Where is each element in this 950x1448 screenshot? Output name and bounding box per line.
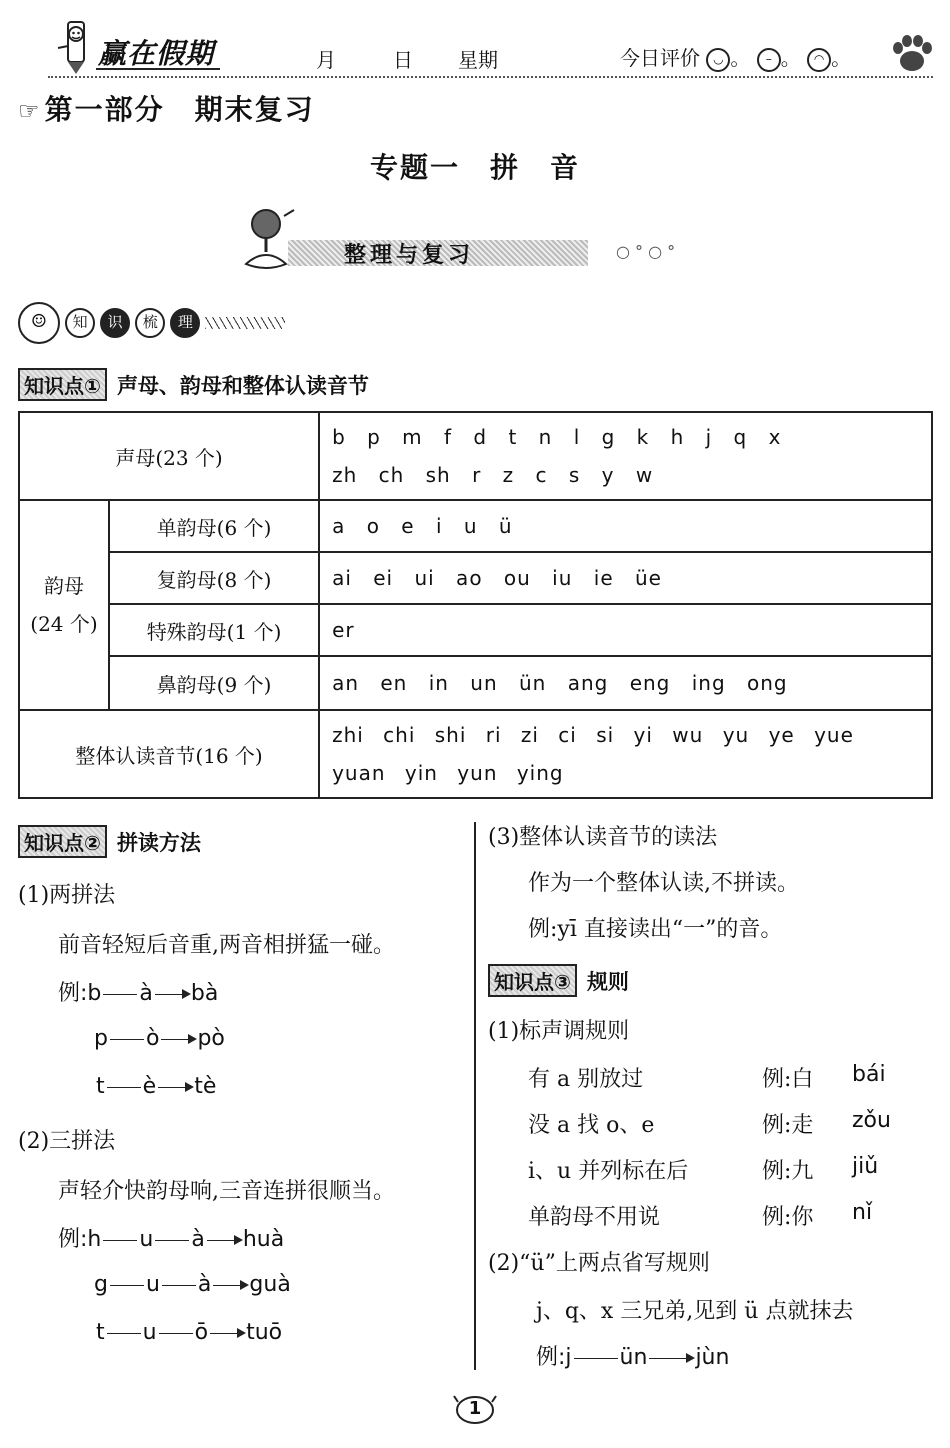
separator: 。 (831, 46, 852, 70)
evaluation-label: 今日评价 (620, 46, 700, 70)
topic-title: 专题一 拼 音 (369, 151, 580, 184)
whole-syllable-heading: (3)整体认读音节的读法 (488, 825, 718, 850)
column-divider (474, 822, 476, 1370)
table-row (19, 710, 932, 798)
tag-char: 理 (170, 308, 200, 338)
right-arrow-icon (207, 1240, 241, 1241)
kp2-label: 知识点② (18, 825, 107, 858)
tone-rule-example: 例:你 (762, 1205, 814, 1230)
sad-face-icon[interactable]: ◠ (807, 48, 831, 72)
connector-line (103, 994, 137, 995)
pinyin-table (18, 411, 933, 799)
tone-rule-example: 例:白 (762, 1067, 814, 1092)
header-weekday: 星期 (458, 48, 498, 72)
happy-face-icon[interactable]: ◡ (706, 48, 730, 72)
connector-line (103, 1240, 137, 1241)
example-part: t (96, 1074, 105, 1099)
zheng-line: yuan yin yun ying (332, 761, 564, 785)
example-part: g (94, 1272, 108, 1297)
tone-rule-example: 例:九 (762, 1159, 814, 1184)
example-part: t (96, 1320, 105, 1345)
part-title: 第一部分 期末复习 (44, 93, 315, 126)
example-part: ō (194, 1320, 209, 1345)
tone-rule: 单韵母不用说 (528, 1205, 661, 1230)
table-row (19, 500, 932, 552)
example-part: ò (145, 1026, 160, 1051)
table-row (19, 656, 932, 710)
kp1-title: 声母、韵母和整体认读音节 (116, 374, 369, 398)
te-label: 特殊韵母(1 个) (109, 604, 319, 656)
connector-line (162, 1285, 196, 1286)
u-dots-heading: (2)“ü”上两点省写规则 (488, 1251, 710, 1276)
shengmu-line: b p m f d t n l g k h j q x (332, 425, 782, 449)
three-spell-example (94, 1272, 291, 1297)
two-spell-example (94, 1026, 225, 1051)
example-part: u (145, 1272, 160, 1297)
connector-line (155, 1240, 189, 1241)
zheng-label: 整体认读音节(16 个) (19, 710, 319, 798)
separator: 。 (780, 46, 801, 70)
header-month: 月 (316, 48, 336, 72)
part-title-row (18, 88, 315, 128)
tone-rule-pinyin: nǐ (852, 1200, 873, 1225)
knowledge-summary-tag (18, 302, 285, 342)
connector-line (574, 1358, 618, 1359)
example-result: bà (190, 981, 219, 1006)
connector-line (107, 1087, 141, 1088)
tone-rule: 没 a 找 o、e (528, 1113, 655, 1138)
example-prefix: 例: (536, 1345, 566, 1370)
banner-title: 整理与复习 (344, 243, 475, 268)
girl-avatar-icon: ☺ (18, 302, 60, 344)
example-result: tè (194, 1074, 217, 1099)
tone-rule-pinyin: zǒu (852, 1108, 891, 1133)
connector-line (110, 1285, 144, 1286)
review-banner (236, 206, 716, 274)
example-part: h (87, 1227, 102, 1252)
u-dots-rule: j、q、x 三兄弟,见到 ü 点就抹去 (536, 1299, 854, 1324)
bi-value: an en in un ün ang eng ing ong (319, 656, 932, 710)
example-result: pò (197, 1026, 225, 1051)
tone-rule: 有 a 别放过 (528, 1067, 644, 1092)
table-row (19, 412, 932, 500)
tone-rule-heading: (1)标声调规则 (488, 1019, 630, 1044)
tone-rule-pinyin: bái (852, 1062, 886, 1087)
table-row (19, 604, 932, 656)
page-number: 1 (468, 1398, 482, 1419)
example-result: jùn (695, 1345, 730, 1370)
two-spell-rule: 前音轻短后音重,两音相拼猛一碰。 (58, 933, 395, 958)
kp2-title: 拼读方法 (116, 831, 201, 855)
header-day: 日 (393, 48, 413, 72)
example-result: tuō (246, 1320, 283, 1345)
connector-line (107, 1333, 141, 1334)
example-part: à (191, 1227, 205, 1252)
right-arrow-icon (213, 1285, 247, 1286)
kp1-label: 知识点① (18, 368, 107, 401)
right-arrow-icon (161, 1039, 195, 1040)
three-spell-heading: (2)三拼法 (18, 1129, 116, 1154)
shengmu-line: zh ch sh r z c s y w (332, 463, 654, 487)
example-result: huà (242, 1227, 285, 1252)
example-part: è (142, 1074, 157, 1099)
te-value: er (319, 604, 932, 656)
example-result: guà (249, 1272, 291, 1297)
header-divider (48, 76, 933, 78)
three-spell-rule: 声轻介快韵母响,三音连拼很顺当。 (58, 1179, 395, 1204)
brand-logo (50, 18, 220, 76)
right-arrow-icon (158, 1087, 192, 1088)
right-arrow-icon (210, 1333, 244, 1334)
pointing-hand-icon: ☞ (18, 97, 40, 125)
tone-rule: i、u 并列标在后 (528, 1159, 689, 1184)
pencil-mascot-icon (50, 18, 102, 76)
kp2-heading (18, 825, 201, 858)
zheng-cell (319, 710, 932, 798)
example-prefix: 例: (58, 1227, 88, 1252)
brand-title: 赢在假期 (98, 37, 215, 70)
connector-line (159, 1333, 193, 1334)
right-arrow-icon (155, 994, 189, 995)
tag-char: 梳 (135, 308, 165, 338)
dan-value: a o e i u ü (319, 500, 932, 552)
two-spell-example (58, 976, 218, 1007)
example-part: p (94, 1026, 108, 1051)
tag-hatch-decoration (205, 317, 285, 329)
fu-label: 复韵母(8 个) (109, 552, 319, 604)
example-part: j (565, 1345, 572, 1370)
kp1-heading (18, 368, 369, 401)
evaluation-area (620, 42, 851, 72)
example-part: à (197, 1272, 212, 1297)
kp3-title: 规则 (586, 970, 629, 994)
paw-print-icon (890, 34, 934, 74)
tag-char: 识 (100, 308, 130, 338)
example-part: ün (619, 1345, 648, 1370)
example-part: u (139, 1227, 154, 1252)
yunmu-label-line: (24 个) (30, 612, 98, 636)
shengmu-cell (319, 412, 932, 500)
two-spell-heading: (1)两拼法 (18, 883, 116, 908)
two-spell-example (96, 1074, 216, 1099)
whole-syllable-example: 例:yī 直接读出“一”的音。 (528, 917, 783, 942)
example-part: u (142, 1320, 157, 1345)
brand-underline (96, 68, 220, 70)
kp3-label: 知识点③ (488, 964, 577, 997)
example-part: b (87, 981, 102, 1006)
three-spell-example (96, 1320, 282, 1345)
right-arrow-icon (649, 1358, 693, 1359)
bubbles-decoration-icon: ○ ° ○ ° (616, 242, 676, 261)
tone-rule-example: 例:走 (762, 1113, 814, 1138)
table-row (19, 552, 932, 604)
example-part: à (139, 981, 153, 1006)
separator: 。 (730, 46, 751, 70)
fu-value: ai ei ui ao ou iu ie üe (319, 552, 932, 604)
example-prefix: 例: (58, 981, 88, 1006)
dan-label: 单韵母(6 个) (109, 500, 319, 552)
connector-line (110, 1039, 144, 1040)
tag-char: 知 (65, 308, 95, 338)
whole-syllable-rule: 作为一个整体认读,不拼读。 (528, 871, 799, 896)
page-number-badge (452, 1392, 498, 1426)
zheng-line: zhi chi shi ri zi ci si yi wu yu ye yue (332, 723, 854, 747)
kp3-heading (488, 964, 629, 997)
u-dots-example (536, 1340, 729, 1371)
yunmu-label-line: 韵母 (44, 574, 84, 598)
yunmu-label (19, 500, 109, 710)
neutral-face-icon[interactable]: – (757, 48, 781, 72)
bi-label: 鼻韵母(9 个) (109, 656, 319, 710)
shengmu-label: 声母(23 个) (19, 412, 319, 500)
three-spell-example (58, 1222, 284, 1253)
tone-rule-pinyin: jiǔ (852, 1154, 879, 1179)
